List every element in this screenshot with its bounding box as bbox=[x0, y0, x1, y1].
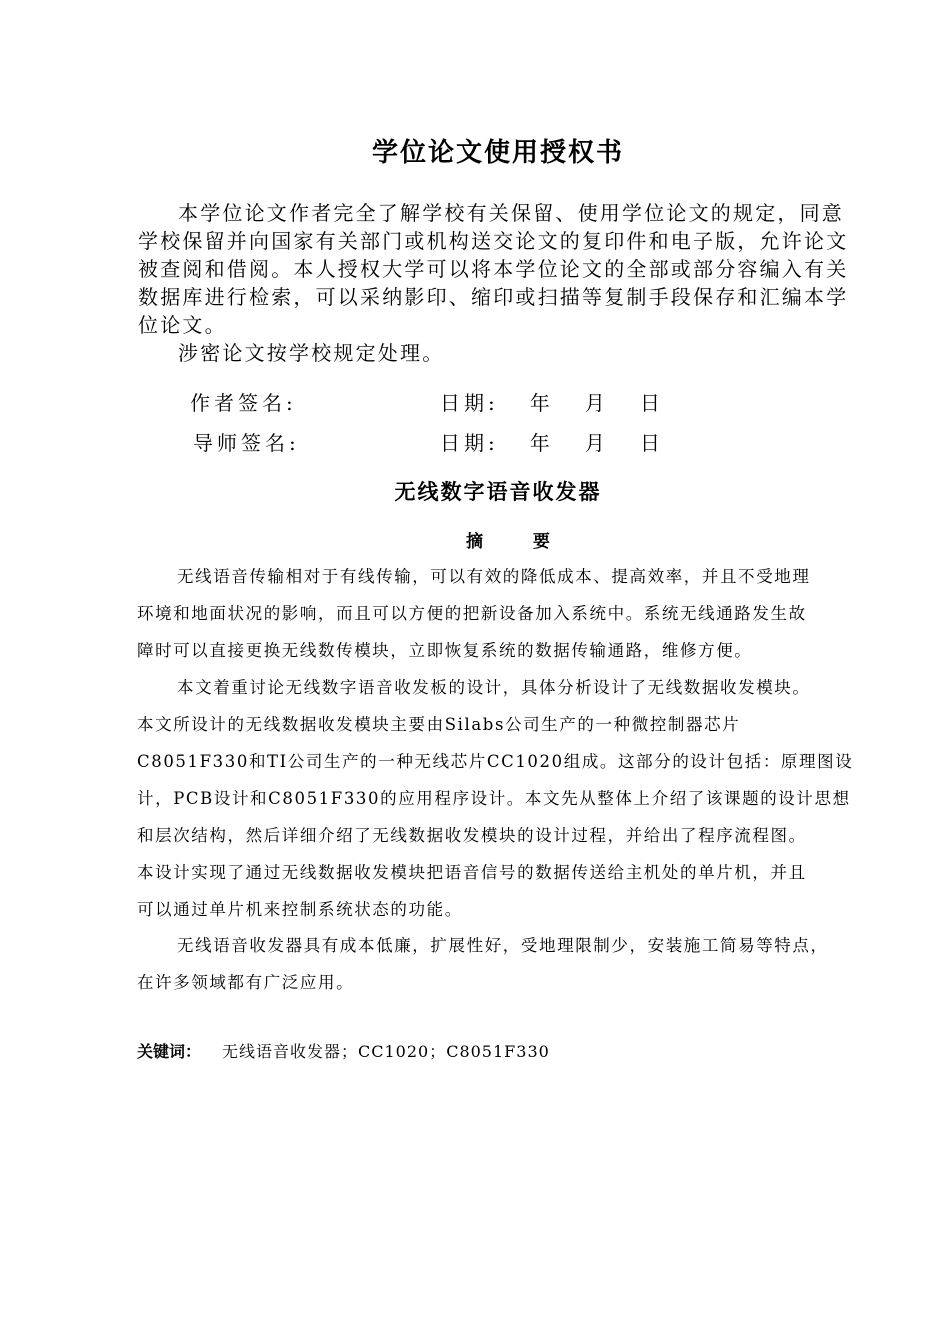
abstract-line: 和层次结构，然后详细介绍了无线数据收发模块的设计过程，并给出了程序流程图。 bbox=[137, 826, 807, 845]
abstract-line: 本文所设计的无线数据收发模块主要由Silabs公司生产的一种微控制器芯片 bbox=[137, 715, 741, 734]
authorization-title: 学位论文使用授权书 bbox=[371, 138, 624, 168]
author-signature-date: 日期: 年 月 日 bbox=[440, 391, 664, 415]
abstract-line: 计，PCB设计和C8051F330的应用程序设计。本文先从整体上介绍了该课题的设计思想 bbox=[137, 789, 851, 808]
abstract-line: C8051F330和TI公司生产的一种无线芯片CC1020组成。这部分的设计包括：原理图设 bbox=[137, 752, 854, 771]
authorization-paragraph-line: 学校保留并向国家有关部门或机构送交论文的复印件和电子版，允许论文 bbox=[138, 229, 849, 253]
thesis-title: 无线数字语音收发器 bbox=[394, 480, 602, 504]
authorization-paragraph-line: 被查阅和借阅。本人授权大学可以将本学位论文的全部或部分容编入有关 bbox=[138, 257, 849, 281]
advisor-signature-label: 导师签名: bbox=[193, 431, 300, 455]
abstract-line: 本设计实现了通过无线数据收发模块把语音信号的数据传送给主机处的单片机，并且 bbox=[137, 863, 807, 882]
keywords-label: 关键词： bbox=[137, 1042, 202, 1061]
abstract-line: 无线语音收发器具有成本低廉，扩展性好，受地理限制少，安装施工简易等特点， bbox=[177, 936, 829, 955]
abstract-line: 无线语音传输相对于有线传输，可以有效的降低成本、提高效率，并且不受地理 bbox=[177, 567, 811, 586]
abstract-line: 环境和地面状况的影响，而且可以方便的把新设备加入系统中。系统无线通路发生故 bbox=[137, 604, 807, 623]
author-signature-label: 作者签名: bbox=[190, 391, 297, 415]
abstract-line: 在许多领域都有广泛应用。 bbox=[137, 973, 355, 992]
abstract-line: 本文着重讨论无线数字语音收发板的设计，具体分析设计了无线数据收发模块。 bbox=[177, 678, 811, 697]
advisor-signature-date: 日期: 年 月 日 bbox=[440, 431, 664, 455]
authorization-paragraph-line: 涉密论文按学校规定处理。 bbox=[178, 341, 445, 365]
authorization-paragraph-line: 本学位论文作者完全了解学校有关保留、使用学位论文的规定，同意 bbox=[178, 201, 844, 225]
abstract-heading: 摘 要 bbox=[466, 532, 572, 552]
keywords-text: 无线语音收发器；CC1020；C8051F330 bbox=[222, 1042, 550, 1061]
authorization-paragraph-line: 数据库进行检索，可以采纳影印、缩印或扫描等复制手段保存和汇编本学 bbox=[138, 285, 849, 309]
abstract-line: 可以通过单片机来控制系统状态的功能。 bbox=[137, 900, 463, 919]
abstract-line: 障时可以直接更换无线数传模块，立即恢复系统的数据传输通路，维修方便。 bbox=[137, 641, 753, 660]
authorization-paragraph-line: 位论文。 bbox=[138, 313, 227, 337]
